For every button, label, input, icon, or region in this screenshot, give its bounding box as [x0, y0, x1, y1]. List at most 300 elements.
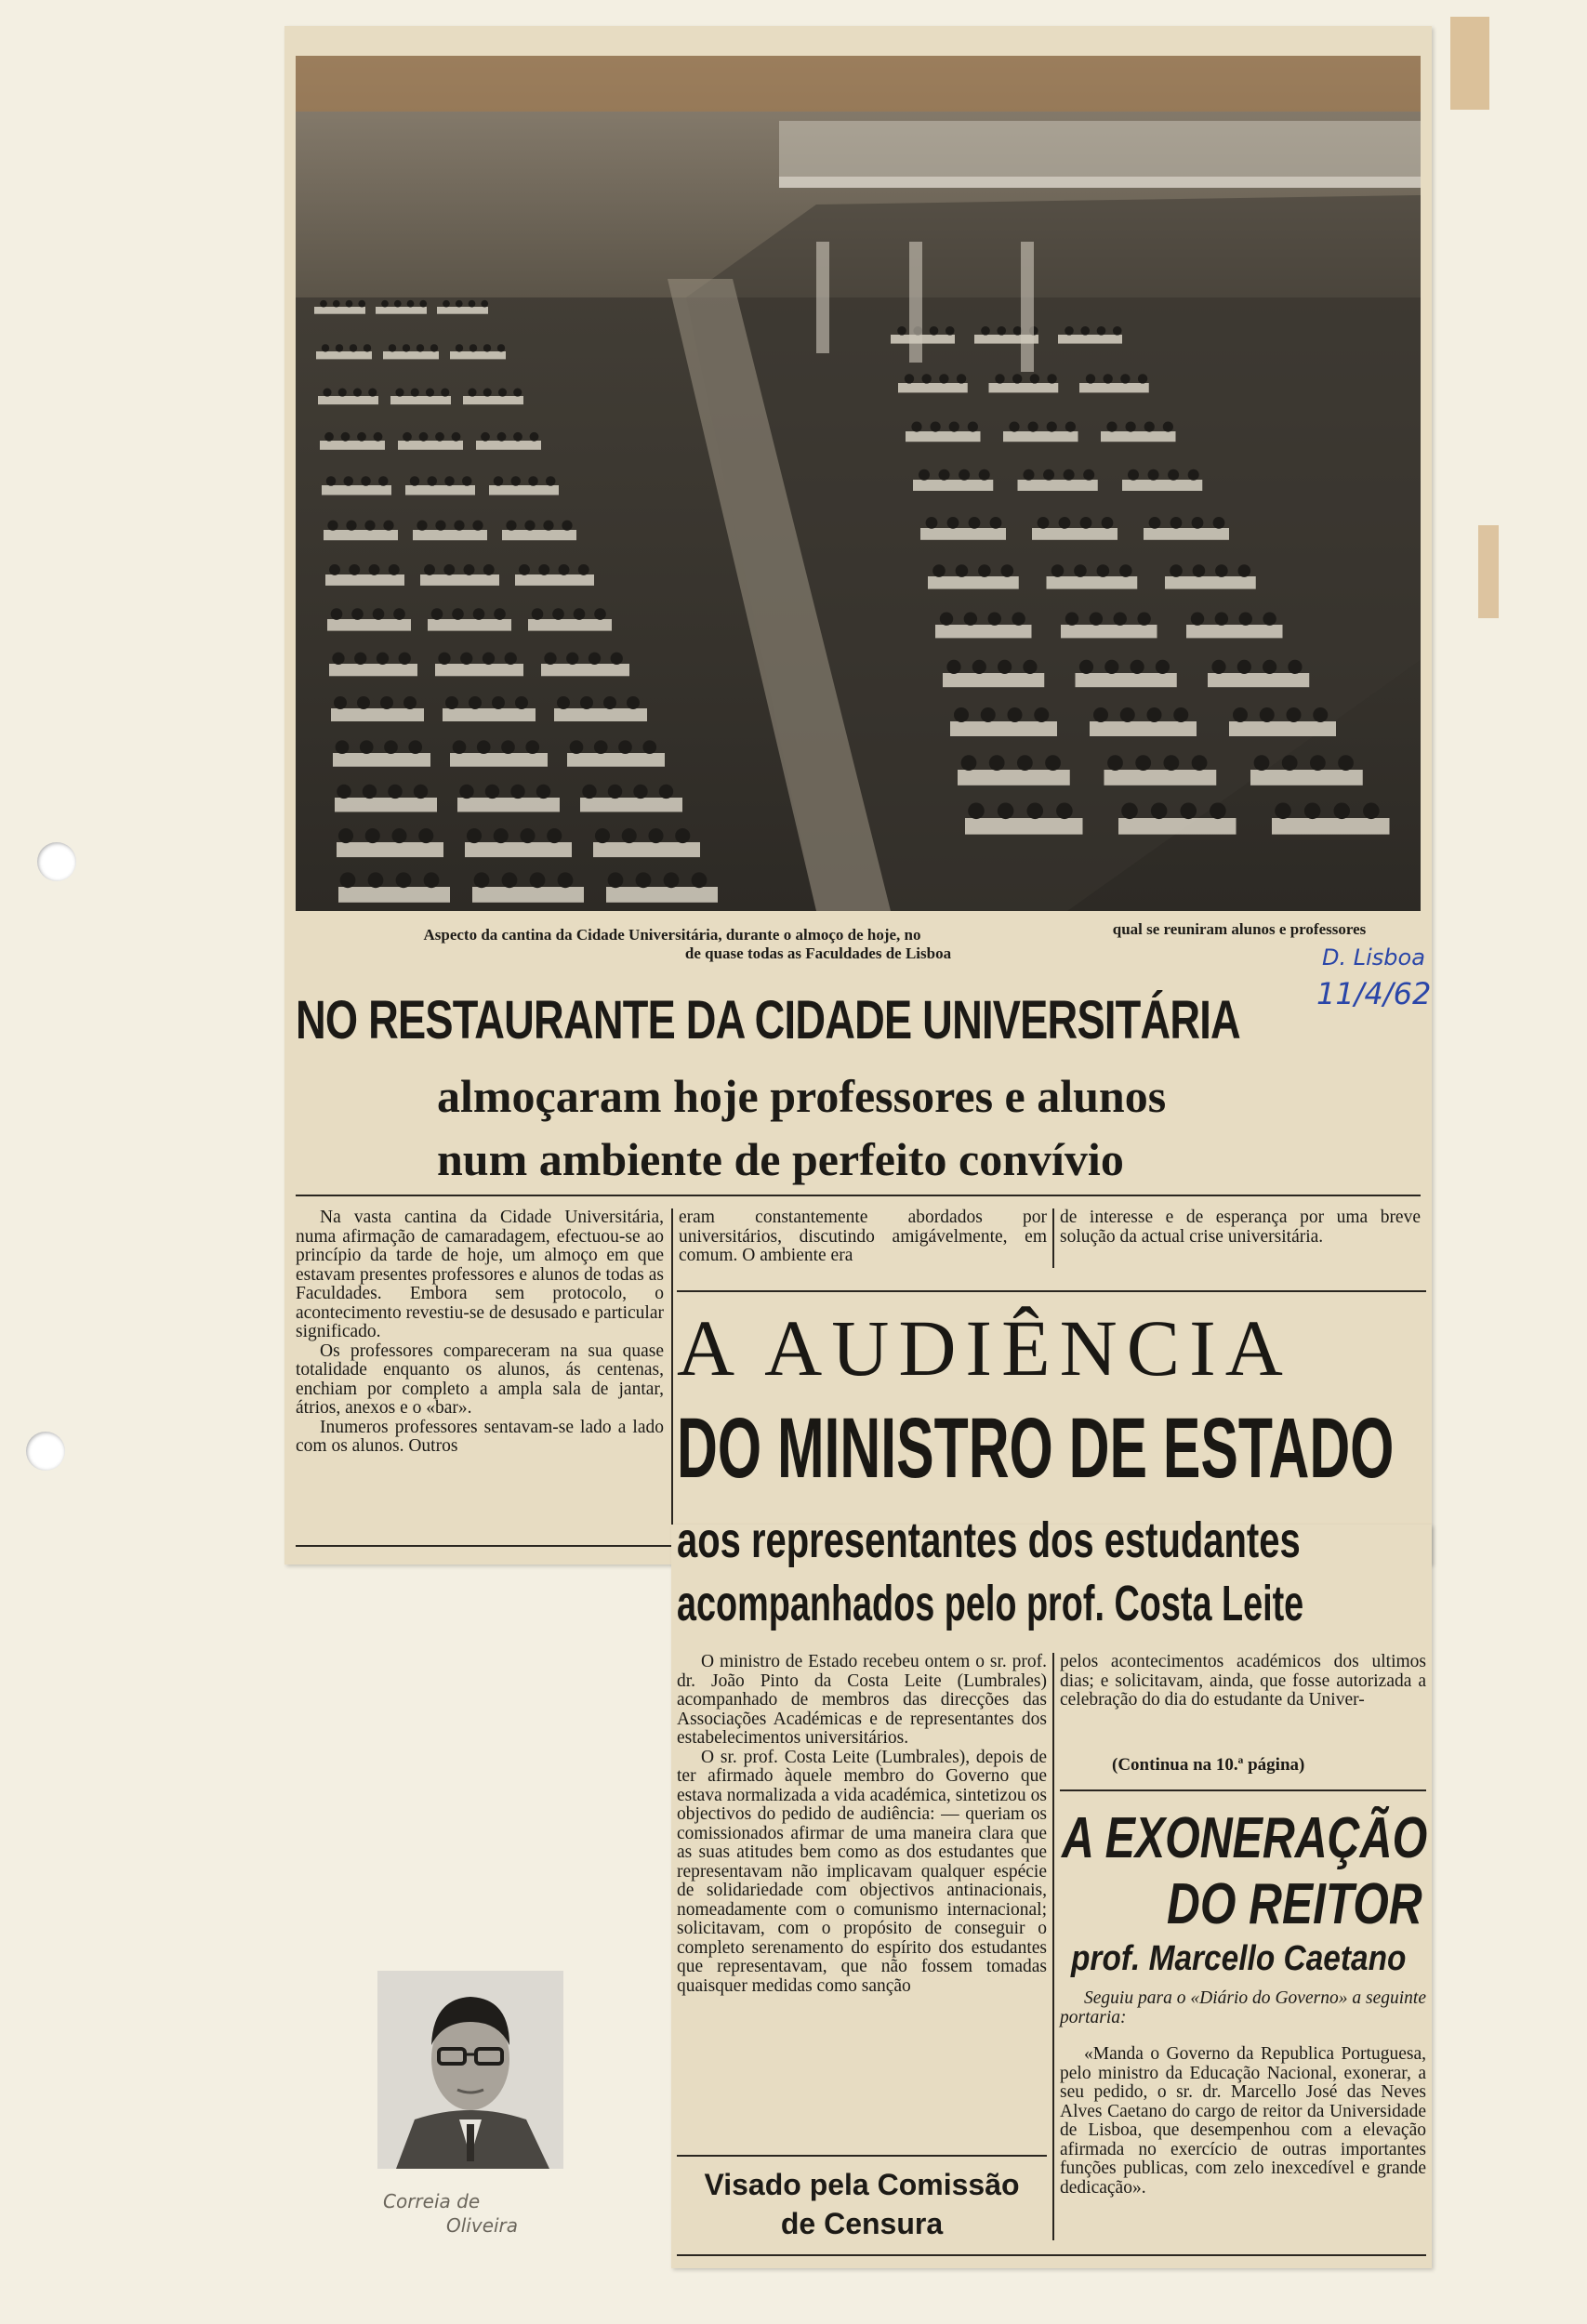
photo-shape — [338, 389, 347, 397]
photo-shape — [450, 351, 506, 359]
photo-shape — [957, 374, 966, 383]
photo-caption-line2: de quase todas as Faculdades de Lisboa — [684, 944, 952, 962]
photo-shape — [1128, 469, 1139, 481]
censorship-stamp-line1: Visado pela Comissão — [704, 2168, 1020, 2201]
photo-shape — [452, 608, 464, 620]
photo-shape — [589, 653, 601, 665]
photo-shape — [464, 564, 475, 575]
photo-shape — [1090, 721, 1197, 736]
photo-shape — [905, 374, 914, 383]
photo-shape — [459, 785, 473, 799]
photo-shape — [322, 485, 391, 495]
photo-shape — [594, 608, 606, 620]
photo-shape — [1275, 803, 1291, 820]
photo-shape — [497, 432, 507, 442]
photo-shape — [1210, 803, 1226, 820]
photo-shape — [460, 653, 472, 665]
handwritten-date: 11/4/62 — [1316, 976, 1432, 1011]
photo-shape — [524, 521, 535, 531]
photo-shape — [483, 564, 495, 575]
censorship-stamp-line2: de Censura — [780, 2207, 944, 2240]
photo-shape — [513, 432, 522, 442]
photo-shape — [332, 653, 344, 665]
photo-shape — [664, 872, 680, 888]
photo-shape — [498, 389, 507, 397]
photo-shape — [1107, 755, 1123, 771]
photo-shape — [391, 828, 406, 843]
photo-shape — [1080, 517, 1092, 529]
photo-shape — [538, 564, 549, 575]
photo-shape — [346, 300, 353, 308]
photo-shape — [547, 828, 562, 843]
photo-shape — [435, 664, 523, 676]
photo-shape — [1263, 613, 1276, 626]
photo-shape — [403, 696, 417, 709]
photo-shape — [393, 608, 405, 620]
photo-shape — [1059, 517, 1071, 529]
photo-shape — [1229, 721, 1336, 736]
photo-shape — [1028, 422, 1038, 432]
article3-top-rule — [1060, 1789, 1426, 1791]
article3-headline-line2: DO REITOR — [1167, 1872, 1422, 1936]
photo-shape — [935, 625, 1032, 638]
censorship-top-rule — [677, 2155, 1047, 2157]
photo-shape — [1113, 326, 1122, 336]
photo-shape — [932, 564, 946, 577]
photo-shape — [1170, 564, 1183, 577]
photo-shape — [642, 740, 656, 754]
photo-shape — [562, 521, 572, 531]
photo-shape — [919, 469, 930, 481]
photo-shape — [360, 740, 374, 754]
photo-shape — [990, 517, 1002, 529]
photo-shape — [1106, 422, 1117, 432]
photo-shape — [327, 521, 337, 531]
photo-shape — [515, 574, 594, 586]
photo-shape — [1090, 613, 1103, 626]
photo-shape — [1093, 707, 1108, 722]
photo-shape — [981, 707, 996, 722]
photo-shape — [931, 422, 941, 432]
photo-shape — [1135, 755, 1151, 771]
photo-shape — [334, 696, 347, 709]
photo-shape — [1065, 326, 1074, 336]
photo-shape — [1058, 335, 1122, 344]
photo-shape — [958, 770, 1070, 786]
photo-shape — [376, 307, 427, 314]
photo-shape — [333, 753, 430, 767]
article2-col1-para2: O sr. prof. Costa Leite (Lumbrales), depois de ter afirmado àquele membro do Governo que estava normalizada a vida académica, sintetizou os objectivos do pedido de audiência: — queriam os comissionados afirmar de uma maneira clara que as suas atitudes bem como as dos estudantes que representavam não implicavam qualquer espécie de solidariedade com objectivos antinacionais, nomeadamente com o comunismo internacional; solicitavam, com o propósito de conseguir o completo serenamento do espírito dos estudantes que representavam, que não fossem tomadas quaisquer medidas como sanção — [677, 1747, 1047, 1996]
article1-col1-para3: Inumeros professores sentavam-se lado a lado com os alunos. Outros — [296, 1417, 664, 1456]
photo-shape — [1079, 383, 1149, 392]
photo-shape — [414, 785, 428, 799]
photo-shape — [322, 344, 329, 351]
photo-shape — [462, 476, 472, 486]
photo-shape — [351, 608, 364, 620]
photo-shape — [582, 785, 596, 799]
photo-shape — [692, 872, 708, 888]
photo-shape — [403, 344, 410, 351]
article2-col2-text: pelos acontecimentos académicos dos ultimos dias; e solicitavam, ainda, que fosse autorizada a celebração do dia do estudante da Univer- — [1060, 1652, 1426, 1710]
photo-shape — [353, 389, 362, 397]
photo-shape — [324, 432, 334, 442]
tape-strip — [1478, 525, 1499, 618]
photo-shape — [364, 344, 371, 351]
photo-shape — [1156, 660, 1170, 674]
photo-shape — [964, 613, 977, 626]
photo-shape — [1061, 625, 1157, 638]
photo-shape — [403, 432, 412, 442]
photo-shape — [389, 564, 400, 575]
photo-shape — [357, 432, 366, 442]
photo-shape — [454, 521, 464, 531]
photo-shape — [374, 432, 383, 442]
photo-shape — [530, 872, 546, 888]
photo-shape — [1138, 374, 1147, 383]
photo-shape — [1079, 660, 1093, 674]
photo-shape — [325, 574, 404, 586]
photo-shape — [428, 619, 511, 631]
photo-shape — [1086, 374, 1095, 383]
photo-shape — [930, 326, 939, 336]
photo-shape — [515, 696, 528, 709]
article2-column1 — [677, 1653, 1047, 1996]
photo-shape — [1239, 613, 1252, 626]
photo-shape — [431, 608, 443, 620]
photo-shape — [368, 872, 384, 888]
photo-shape — [505, 653, 517, 665]
photo-shape — [456, 300, 463, 308]
handwritten-source: D. Lisboa — [1322, 944, 1425, 971]
photo-shape — [965, 818, 1083, 835]
photo-shape — [346, 521, 356, 531]
photo-shape — [1114, 613, 1127, 626]
photo-shape — [1287, 707, 1302, 722]
photo-shape — [1026, 803, 1043, 820]
photo-shape — [1121, 803, 1138, 820]
photo-shape — [1163, 755, 1179, 771]
photo-shape — [978, 564, 991, 577]
photo-shape — [497, 344, 505, 351]
photo-shape — [474, 872, 490, 888]
photo-shape — [981, 326, 990, 336]
article2-headline-line1: A AUDIÊNCIA — [677, 1303, 1292, 1393]
photo-caption-line1-right: qual se reuniram alunos e professores — [1112, 920, 1367, 938]
portrait-caption-line2: Oliveira — [446, 2214, 519, 2237]
photo-shape — [336, 740, 350, 754]
photo-shape — [511, 476, 522, 486]
photo-shape — [357, 696, 370, 709]
article1-headline: NO RESTAURANTE DA CIDADE UNIVERSITÁRIA — [296, 990, 1240, 1050]
photo-shape — [593, 842, 700, 857]
photo-shape — [1338, 755, 1354, 771]
photo-shape — [510, 785, 524, 799]
photo-shape — [1047, 576, 1138, 589]
photo-shape — [1038, 517, 1050, 529]
article1-column3 — [1060, 1208, 1421, 1247]
photo-shape — [1288, 660, 1302, 674]
photo-shape — [481, 432, 490, 442]
photo-shape — [891, 335, 955, 344]
photo-shape — [552, 608, 564, 620]
photo-shape — [1083, 469, 1094, 481]
article1-subhead-line1: almoçaram hoje professores e alunos — [437, 1070, 1167, 1122]
photo-shape — [384, 740, 398, 754]
photo-shape — [989, 755, 1005, 771]
photo-shape — [323, 389, 331, 397]
photo-shape — [354, 653, 366, 665]
photo-shape — [608, 872, 624, 888]
photo-shape — [502, 872, 518, 888]
photo-shape — [1097, 564, 1110, 577]
photo-shape — [920, 528, 1006, 540]
photo-shape — [1122, 480, 1202, 491]
photo-shape — [541, 664, 629, 676]
photo-shape — [1263, 660, 1276, 674]
photo-shape — [1193, 564, 1206, 577]
photo-shape — [435, 432, 444, 442]
photo-shape — [419, 432, 429, 442]
article2-headline-line2: DO MINISTRO DE ESTADO — [677, 1401, 1395, 1496]
article3-headline-line1: A EXONERAÇÃO — [1062, 1806, 1428, 1870]
photo-shape — [469, 696, 482, 709]
photo-shape — [1119, 564, 1132, 577]
photo-shape — [469, 344, 477, 351]
article3-body-text: «Manda o Governo da Republica Portuguesa, pelo ministro da Educação Nacional, exonerar, a seu pedido, o sr. dr. Marcello José das Neves Alves Caetano do cargo de reitor da Universidade de Lisboa, que desempenhou com a elevação afirmada no exercício de outras importantes funções publicas, com zelo inexcedível e grande dedicação». — [1060, 2044, 1426, 2198]
photo-shape — [501, 740, 515, 754]
photo-shape — [1170, 517, 1183, 529]
photo-shape — [1076, 673, 1177, 687]
photo-shape — [1363, 803, 1380, 820]
photo-shape — [324, 530, 398, 540]
photo-shape — [580, 798, 682, 812]
photo-shape — [1151, 803, 1168, 820]
photo-shape — [390, 396, 451, 404]
punch-hole-top — [37, 842, 76, 881]
photo-shape — [1192, 517, 1204, 529]
photo-shape — [1149, 517, 1161, 529]
photo-shape — [394, 300, 402, 308]
article3-intro — [1060, 1989, 1426, 2027]
photo-shape — [1034, 707, 1049, 722]
photo-shape — [383, 521, 393, 531]
photo-shape — [494, 828, 509, 843]
photo-shape — [618, 740, 632, 754]
photo-shape — [1313, 707, 1328, 722]
photo-shape — [906, 431, 981, 442]
photo-shape — [926, 517, 938, 529]
photo-shape — [378, 476, 389, 486]
portrait-caption-line1: Correia de — [383, 2190, 481, 2212]
photo-shape — [424, 564, 435, 575]
photo-shape — [1188, 469, 1199, 481]
photo-shape — [473, 608, 485, 620]
article1-col2-text: eram constantemente abordados por universitários, discutindo amigávelmente, em comum. O ambiente era — [679, 1208, 1047, 1265]
photo-shape — [636, 872, 652, 888]
photo-shape — [494, 476, 504, 486]
photo-shape — [622, 828, 637, 843]
photo-shape — [528, 476, 538, 486]
photo-shape — [1191, 613, 1204, 626]
photo-shape — [909, 242, 922, 363]
article2-top-rule — [677, 1290, 1426, 1292]
photo-shape — [1250, 770, 1363, 786]
photo-shape — [998, 660, 1012, 674]
photo-shape — [492, 696, 505, 709]
photo-shape — [1120, 707, 1135, 722]
photo-shape — [369, 564, 380, 575]
photo-shape — [340, 872, 356, 888]
photo-shape — [1173, 707, 1188, 722]
photo-shape — [1008, 707, 1023, 722]
photo-shape — [389, 344, 396, 351]
photo-shape — [417, 344, 424, 351]
photo-shape — [424, 872, 440, 888]
photo-shape — [1120, 374, 1130, 383]
photo-shape — [1065, 422, 1076, 432]
photo-shape — [443, 708, 536, 721]
photo-shape — [1103, 374, 1112, 383]
photo-shape — [1013, 326, 1023, 336]
photo-shape — [943, 673, 1044, 687]
column-divider — [1052, 1653, 1054, 2240]
photo-shape — [633, 785, 647, 799]
photo-shape — [570, 740, 584, 754]
photo-shape — [1065, 613, 1078, 626]
portrait-photo — [377, 1971, 563, 2169]
photo-shape — [337, 842, 443, 857]
photo-shape — [520, 828, 535, 843]
photo-shape — [335, 798, 437, 812]
photo-shape — [532, 608, 544, 620]
photo-shape — [1017, 755, 1033, 771]
photo-shape — [1137, 613, 1150, 626]
photo-shape — [418, 828, 433, 843]
photo-shape — [968, 803, 985, 820]
photo-shape — [513, 389, 522, 397]
photo-shape — [407, 300, 415, 308]
photo-shape — [946, 660, 960, 674]
photo-shape — [365, 828, 380, 843]
photo-shape — [1118, 818, 1237, 835]
article3-intro-text: Seguiu para o «Diário do Governo» a seguinte portaria: — [1060, 1988, 1426, 2027]
photo-shape — [898, 383, 968, 392]
article2-column2 — [1060, 1653, 1426, 1710]
cafeteria-photo-drawing — [296, 56, 1421, 911]
photo-shape — [1021, 242, 1034, 372]
photo-shape — [897, 326, 906, 336]
photo-shape — [1024, 469, 1035, 481]
article2-subhead-line1: aos representantes dos estudantes — [677, 1512, 1301, 1568]
photo-shape — [467, 828, 482, 843]
photo-shape — [417, 521, 427, 531]
photo-shape — [659, 785, 673, 799]
photo-shape — [1047, 374, 1056, 383]
photo-shape — [913, 480, 993, 491]
photo-shape — [381, 300, 389, 308]
photo-shape — [477, 740, 491, 754]
photo-shape — [428, 476, 438, 486]
article2-subhead-line2: acompanhados pelo prof. Costa Leite — [677, 1576, 1304, 1631]
photo-shape — [438, 653, 450, 665]
photo-shape — [988, 613, 1001, 626]
photo-shape — [326, 476, 337, 486]
photo-shape — [469, 300, 476, 308]
photo-shape — [594, 740, 608, 754]
photo-shape — [337, 785, 350, 799]
article1-column2 — [679, 1208, 1047, 1266]
photo-shape — [506, 521, 516, 531]
photo-shape — [350, 344, 357, 351]
column-divider — [671, 1208, 673, 1525]
photo-shape — [950, 721, 1057, 736]
photo-shape — [1333, 803, 1350, 820]
photo-shape — [411, 389, 419, 397]
photo-shape — [463, 396, 523, 404]
photo-shape — [1080, 326, 1090, 336]
photo-shape — [1012, 374, 1022, 383]
photo-shape — [939, 374, 948, 383]
photo-shape — [940, 613, 953, 626]
photo-shape — [1310, 755, 1326, 771]
photo-shape — [956, 564, 969, 577]
photo-shape — [341, 432, 350, 442]
photo-shape — [1260, 707, 1275, 722]
article1-rule — [296, 1195, 1421, 1196]
photo-shape — [979, 469, 990, 481]
photo-shape — [969, 517, 981, 529]
cafeteria-photo — [296, 56, 1421, 911]
photo-shape — [453, 740, 467, 754]
photo-shape — [1104, 660, 1118, 674]
photo-shape — [344, 476, 354, 486]
photo-shape — [445, 696, 458, 709]
photo-shape — [947, 517, 959, 529]
photo-shape — [1131, 660, 1144, 674]
photo-shape — [437, 307, 488, 314]
photo-shape — [1003, 431, 1078, 442]
photo-shape — [444, 476, 455, 486]
photo-shape — [1304, 803, 1321, 820]
photo-shape — [338, 887, 450, 903]
photo-shape — [525, 740, 539, 754]
photo-shape — [383, 351, 439, 359]
photo-shape — [377, 653, 389, 665]
photo-shape — [408, 740, 422, 754]
photo-shape — [1032, 528, 1118, 540]
photo-shape — [1144, 422, 1155, 432]
photo-shape — [998, 803, 1014, 820]
article3-body — [1060, 2045, 1426, 2198]
photo-shape — [528, 619, 612, 631]
photo-shape — [1168, 469, 1179, 481]
photo-shape — [1030, 374, 1039, 383]
photo-shape — [338, 828, 353, 843]
photo-shape — [333, 300, 340, 308]
photo-shape — [949, 422, 959, 432]
article1-col3-text: de interesse e de esperança por uma breve solução da actual crise universitária. — [1060, 1208, 1421, 1247]
photo-shape — [995, 374, 1004, 383]
photo-shape — [465, 842, 572, 857]
portrait-drawing — [377, 1971, 563, 2169]
photo-shape — [530, 432, 539, 442]
article2-col1-para1: O ministro de Estado recebeu ontem o sr. prof. dr. João Pinto da Costa Leite (Lumbrales) acompanhado de membros das direcções das Associações Académicas e de representantes dos estabelecimentos universitários. — [677, 1652, 1047, 1748]
photo-shape — [1144, 528, 1229, 540]
photo-shape — [472, 521, 483, 531]
article1-column1 — [296, 1208, 664, 1457]
photo-shape — [608, 785, 622, 799]
photo-shape — [398, 441, 463, 450]
